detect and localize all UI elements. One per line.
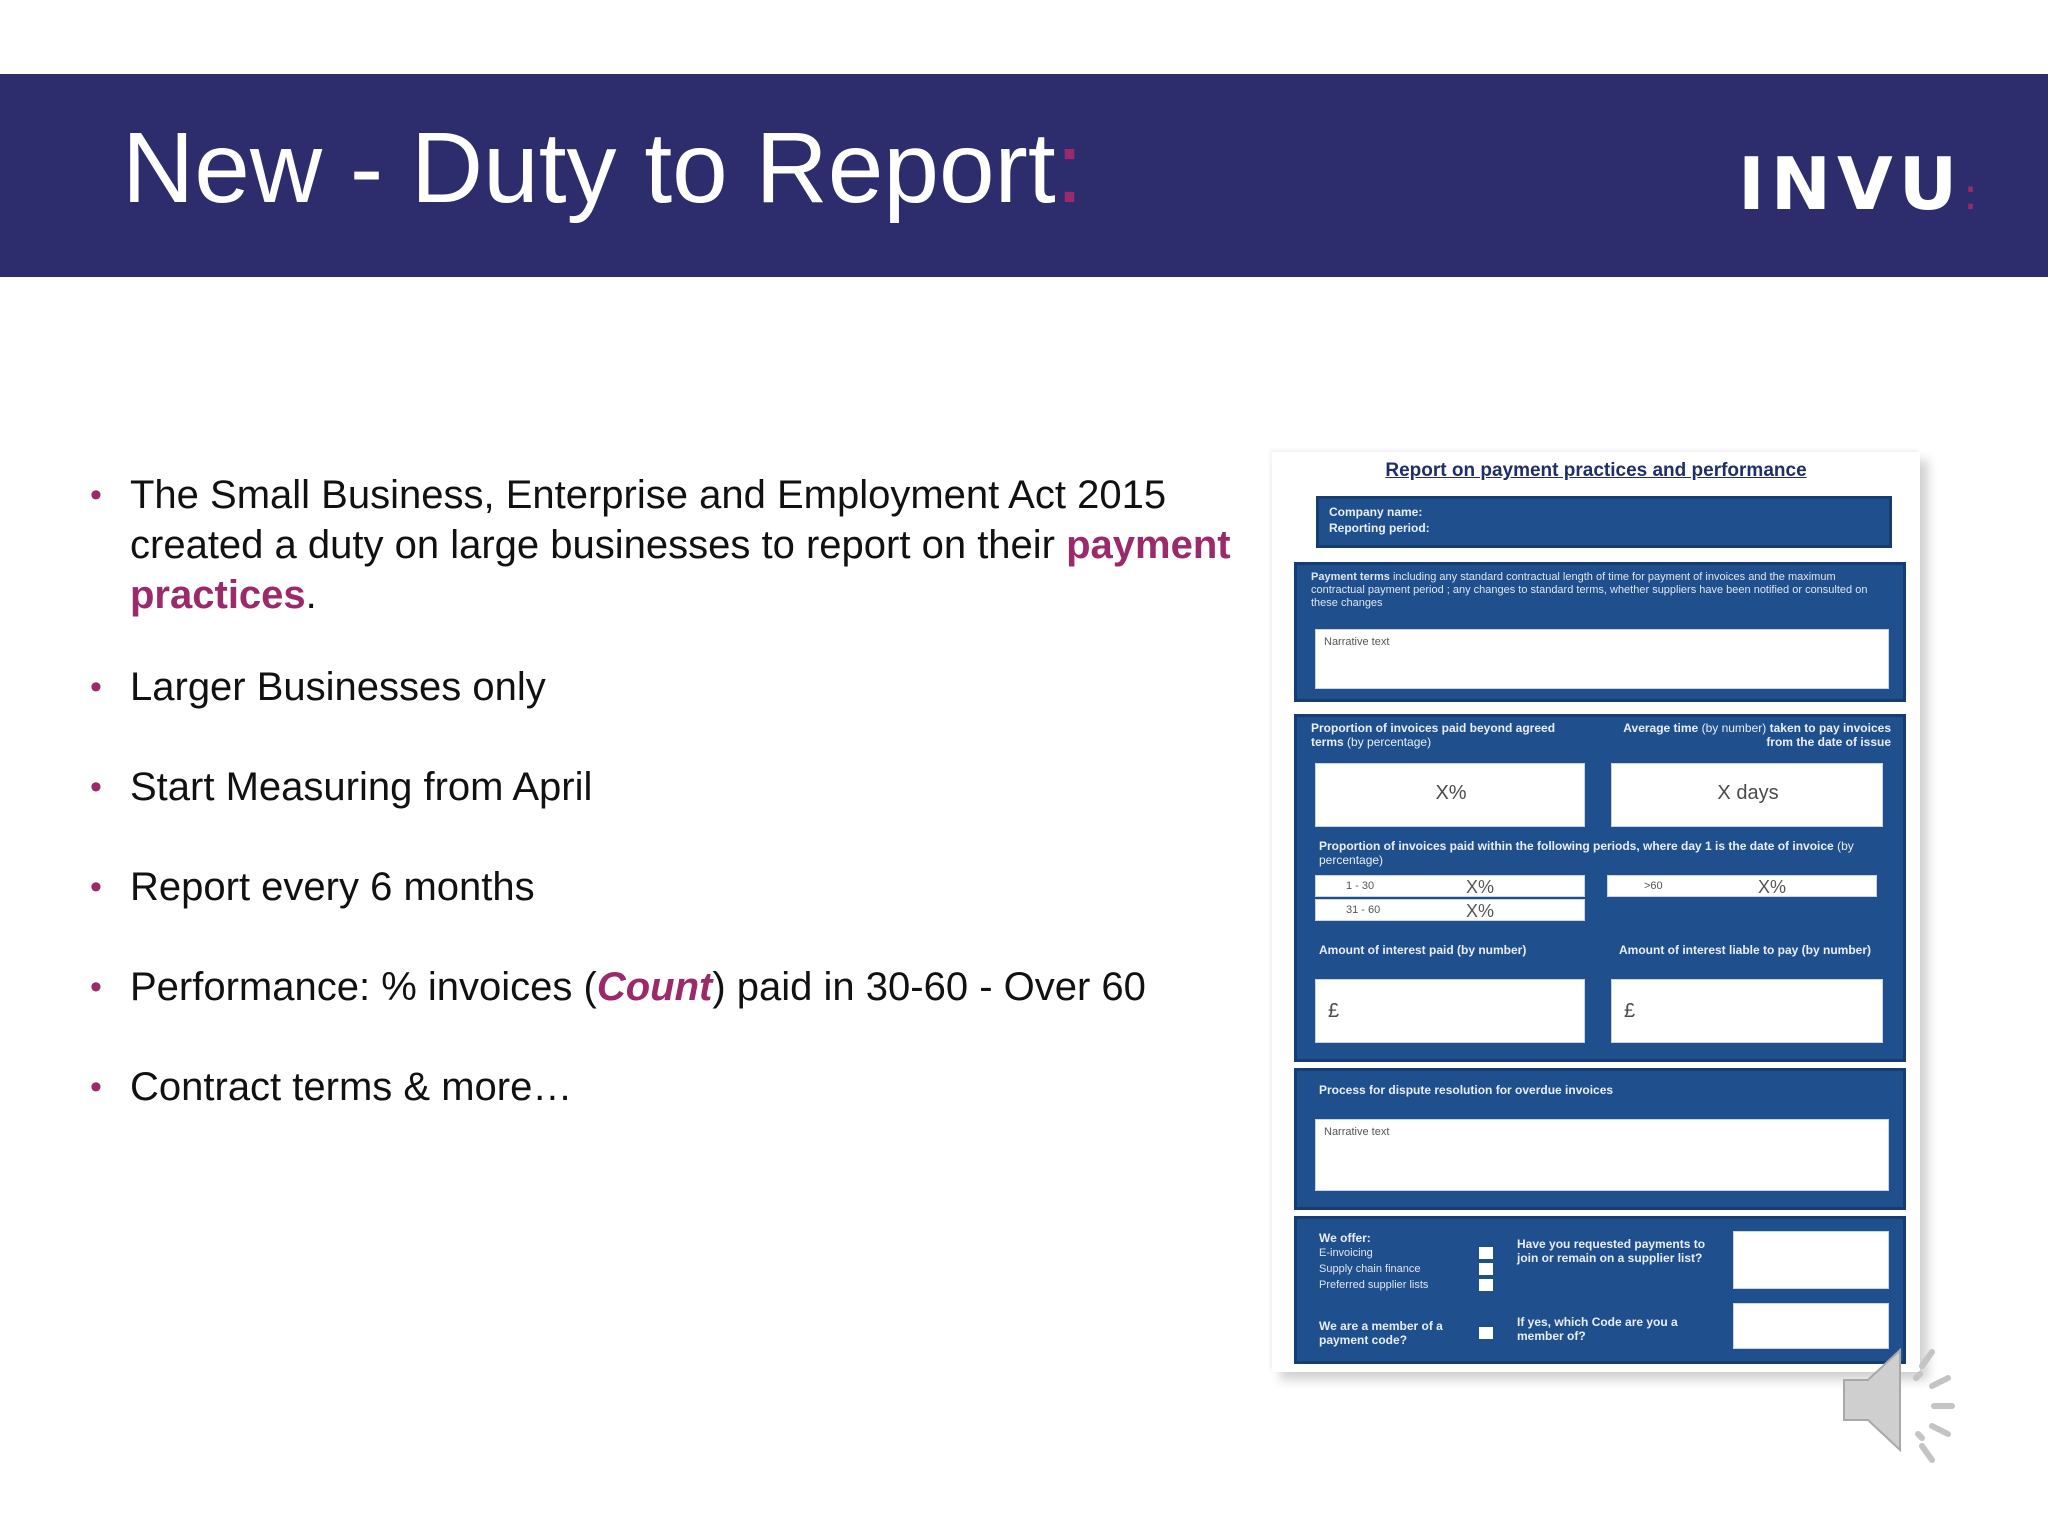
period-value: X% [1758, 877, 1787, 897]
prop-beyond-label [1311, 721, 1571, 749]
logo-colon: : [1963, 169, 1978, 220]
company-block [1316, 496, 1892, 548]
bullet-dot: • [90, 768, 102, 806]
bullet-text: Report every 6 months [130, 865, 535, 909]
period-label: 1 - 30 [1346, 880, 1375, 892]
prop-beyond-suffix: (by percentage) [1347, 735, 1432, 749]
bullet-dot: • [90, 968, 102, 1006]
invu-logo [1737, 142, 1978, 226]
form-title: Report on payment practices and performance [1385, 460, 1807, 481]
bullet-highlight: payment practices [130, 523, 1231, 617]
narrative-box-1 [1315, 629, 1889, 689]
offer-item: E-invoicing [1319, 1247, 1373, 1259]
slide-title-text: New - Duty to Report [122, 112, 1056, 224]
which-code-label: If yes, which Code are you a member of? [1517, 1315, 1678, 1343]
bullet-text: Performance: % invoices ( [130, 965, 597, 1009]
prop-periods-label [1319, 839, 1879, 867]
dispute-label: Process for dispute resolution for overdue invoices [1319, 1083, 1614, 1097]
interest-paid-label: Amount of interest paid (by number) [1319, 943, 1527, 957]
member-checkbox [1479, 1327, 1493, 1339]
narrative-label-1: Narrative text [1324, 636, 1390, 648]
period-value: X% [1466, 901, 1495, 921]
pct-beyond-value: X% [1435, 782, 1467, 804]
interest-paid-box [1315, 979, 1585, 1043]
offers-block [1294, 1216, 1906, 1364]
speaker-icon[interactable] [1838, 1330, 1978, 1470]
offer-checkbox [1479, 1247, 1493, 1259]
performance-block [1294, 714, 1906, 1062]
slide-title-colon: : [1055, 112, 1084, 224]
period-label: 31 - 60 [1346, 904, 1381, 916]
offer-checkbox [1479, 1263, 1493, 1275]
slide-title [122, 112, 1084, 224]
bullet-text: Contract terms & more… [130, 1065, 573, 1109]
avg-time-mid: (by number) [1701, 721, 1767, 735]
prop-periods-suffix: (by percentage) [1319, 839, 1854, 867]
offer-item: Supply chain finance [1319, 1263, 1421, 1275]
bullet-text: The Small Business, Enterprise and Employment Act 2015 created a duty on large businesses to report on their [130, 473, 1167, 567]
period-value: X% [1466, 877, 1495, 897]
pound-sign: £ [1328, 1000, 1340, 1022]
bullet-dot: • [90, 476, 102, 514]
payment-terms-label: Payment terms [1311, 571, 1390, 583]
company-name-label: Company name: [1329, 505, 1423, 519]
bullet-text: Start Measuring from April [130, 765, 593, 809]
bullet-item [90, 662, 1240, 712]
requested-payments-label: Have you requested payments to join or remain on a supplier list? [1517, 1237, 1706, 1265]
requested-payments-box [1733, 1231, 1889, 1289]
avg-time-label [1619, 721, 1891, 749]
bullet-text-end: ) paid in 30-60 - Over 60 [712, 965, 1146, 1009]
bullet-item [90, 470, 1240, 620]
period-row [1607, 875, 1877, 897]
dispute-block [1294, 1068, 1906, 1210]
logo-text: INVU [1737, 142, 1964, 226]
narrative-box-2 [1315, 1119, 1889, 1191]
bullet-text: Larger Businesses only [130, 665, 546, 709]
pct-beyond-box [1315, 763, 1585, 827]
bullet-item [90, 1062, 1240, 1112]
narrative-label-2: Narrative text [1324, 1126, 1390, 1138]
bullet-text-end: . [305, 573, 317, 617]
offer-item: Preferred supplier lists [1319, 1279, 1429, 1291]
payment-terms-text [1311, 571, 1891, 610]
interest-liable-label: Amount of interest liable to pay (by number) [1619, 943, 1872, 957]
interest-liable-box [1611, 979, 1883, 1043]
payment-terms-desc: including any standard contractual length of time for payment of invoices and the maximum contractual payment period ; any changes to standard terms, whether suppliers have been notified or consulted on these changes [1311, 571, 1868, 609]
member-code-label: We are a member of a payment code? [1319, 1319, 1443, 1347]
offer-checkbox [1479, 1279, 1493, 1291]
pound-sign: £ [1624, 1000, 1636, 1022]
avg-days-value: X days [1717, 782, 1779, 804]
bullet-item [90, 962, 1240, 1012]
bullet-dot: • [90, 668, 102, 706]
period-row [1315, 875, 1585, 897]
bullet-dot: • [90, 868, 102, 906]
avg-time-rest: taken to pay invoices from the date of issue [1766, 721, 1891, 749]
we-offer-label: We offer: [1319, 1231, 1371, 1245]
reporting-period-label: Reporting period: [1329, 521, 1430, 535]
period-row [1315, 899, 1585, 921]
bullet-highlight: Count [596, 965, 713, 1009]
bullet-item [90, 862, 1240, 912]
bullet-item [90, 762, 1240, 812]
period-label: >60 [1644, 880, 1663, 892]
prop-beyond-bold: Proportion of invoices paid beyond agreed terms [1311, 721, 1556, 749]
prop-periods-bold: Proportion of invoices paid within the following periods, where day 1 is the date of invoice [1319, 839, 1834, 853]
avg-days-box [1611, 763, 1883, 827]
avg-time-bold: Average time [1623, 721, 1699, 735]
payment-report-form-image [1272, 452, 1920, 1372]
bullet-dot: • [90, 1068, 102, 1106]
payment-terms-block [1294, 562, 1906, 702]
